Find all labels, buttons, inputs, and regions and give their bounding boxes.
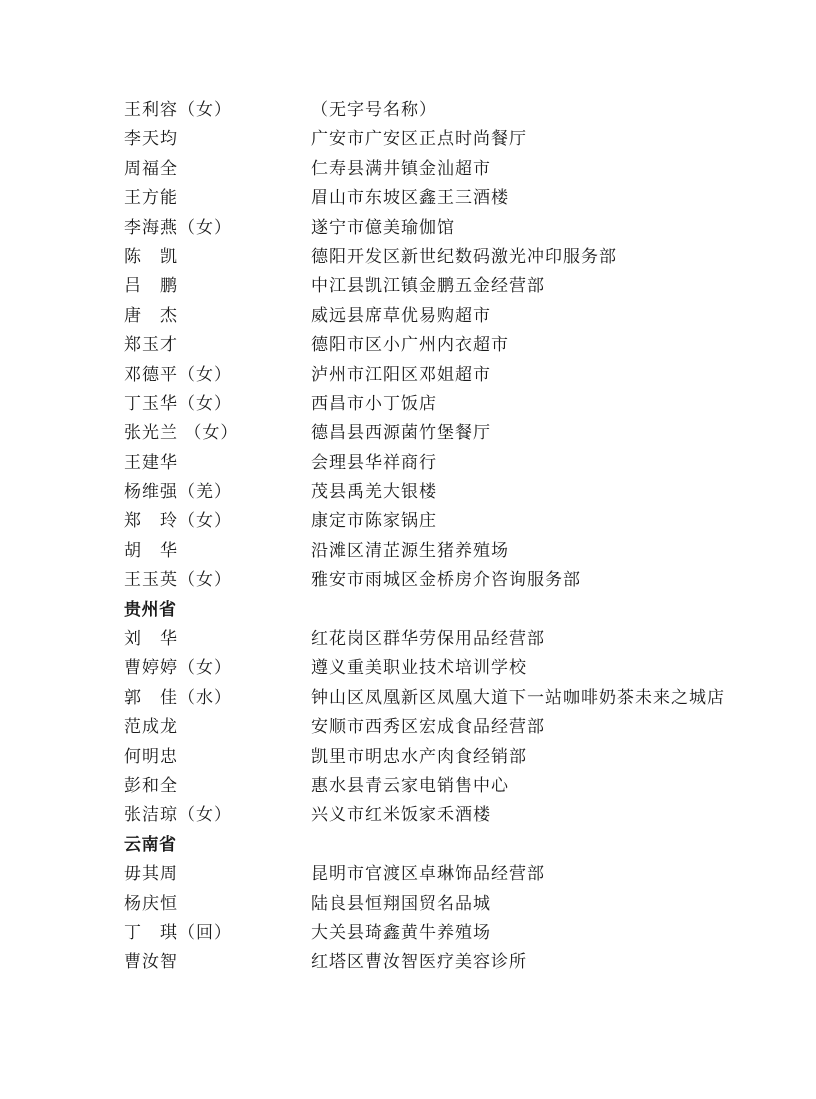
- person-name: 毋其周: [124, 864, 178, 885]
- list-item: [124, 155, 764, 184]
- person-name: 王方能: [124, 188, 178, 209]
- business-name: 广安市广安区正点时尚餐厅: [311, 129, 527, 150]
- business-name: 安顺市西秀区宏成食品经营部: [311, 717, 545, 738]
- person-name: 郭 佳（水）: [124, 687, 232, 708]
- list-item: [124, 96, 764, 125]
- business-name: 眉山市东坡区鑫王三酒楼: [311, 188, 509, 209]
- person-name: 何明忠: [124, 746, 178, 767]
- province-heading-text: 贵州省: [124, 599, 177, 620]
- person-name: 胡 华: [124, 540, 178, 561]
- business-name: 钟山区凤凰新区凤凰大道下一站咖啡奶茶未来之城店: [311, 687, 725, 708]
- person-name: 丁玉华（女）: [124, 393, 232, 414]
- business-name: 泸州市江阳区邓姐超市: [311, 364, 491, 385]
- business-name: 德昌县西源菌竹堡餐厅: [311, 423, 491, 444]
- list-item: [124, 948, 764, 977]
- business-name: 遵义重美职业技术培训学校: [311, 658, 527, 679]
- list-item: [124, 654, 764, 683]
- province-heading-text: 云南省: [124, 834, 177, 855]
- person-name: 陈 凯: [124, 246, 178, 267]
- person-name: 李天均: [124, 129, 178, 150]
- list-item: [124, 449, 764, 478]
- business-name: 陆良县恒翔国贸名品城: [311, 893, 491, 914]
- list-item: [124, 566, 764, 595]
- list-item: [124, 361, 764, 390]
- province-heading: [124, 596, 764, 625]
- person-name: 曹婷婷（女）: [124, 658, 232, 679]
- person-name: 彭和全: [124, 775, 178, 796]
- business-name: 沿滩区清芷源生猪养殖场: [311, 540, 509, 561]
- list-item: [124, 772, 764, 801]
- business-name: 大关县琦鑫黄牛养殖场: [311, 922, 491, 943]
- business-name: 仁寿县满井镇金汕超市: [311, 158, 491, 179]
- list-item: [124, 272, 764, 301]
- person-name: 王建华: [124, 452, 178, 473]
- list-item: [124, 125, 764, 154]
- business-name: 威远县席草优易购超市: [311, 305, 491, 326]
- person-name: 周福全: [124, 158, 178, 179]
- person-name: 丁 琪（回）: [124, 922, 232, 943]
- business-name: 雅安市雨城区金桥房介咨询服务部: [311, 570, 581, 591]
- list-item: [124, 214, 764, 243]
- list-item: [124, 184, 764, 213]
- person-name: 杨庆恒: [124, 893, 178, 914]
- person-name: 张洁琼（女）: [124, 805, 232, 826]
- business-name: 茂县禹羌大银楼: [311, 482, 437, 503]
- person-name: 王利容（女）: [124, 100, 232, 120]
- person-name: 王玉英（女）: [124, 570, 232, 591]
- person-name: 吕 鹏: [124, 276, 178, 297]
- list-item: [124, 713, 764, 742]
- list-item: [124, 919, 764, 948]
- list-item: [124, 390, 764, 419]
- list-item: [124, 243, 764, 272]
- list-item: [124, 801, 764, 830]
- business-name: 德阳开发区新世纪数码激光冲印服务部: [311, 246, 617, 267]
- list-item: [124, 537, 764, 566]
- business-name: 红塔区曹汝智医疗美容诊所: [311, 952, 527, 973]
- list-item: [124, 507, 764, 536]
- person-name: 曹汝智: [124, 952, 178, 973]
- person-name: 唐 杰: [124, 305, 178, 326]
- list-item: [124, 625, 764, 654]
- person-name: 郑 玲（女）: [124, 511, 232, 532]
- list-item: [124, 860, 764, 889]
- list-item: [124, 331, 764, 360]
- business-name: 昆明市官渡区卓琳饰品经营部: [311, 864, 545, 885]
- business-name: 德阳市区小广州内衣超市: [311, 335, 509, 356]
- person-name: 张光兰 （女）: [124, 423, 239, 444]
- list-item: [124, 743, 764, 772]
- person-name: 李海燕（女）: [124, 217, 232, 238]
- business-name: 兴义市红米饭家禾酒楼: [311, 805, 491, 826]
- business-name: 凯里市明忠水产肉食经销部: [311, 746, 527, 767]
- business-name: 中江县凯江镇金鹏五金经营部: [311, 276, 545, 297]
- business-name: 红花岗区群华劳保用品经营部: [311, 629, 545, 650]
- person-name: 郑玉才: [124, 335, 178, 356]
- business-name: 遂宁市億美瑜伽馆: [311, 217, 455, 238]
- list-item: [124, 684, 764, 713]
- business-name: （无字号名称）: [311, 100, 437, 120]
- person-name: 刘 华: [124, 629, 178, 650]
- list-item: [124, 890, 764, 919]
- business-name: 惠水县青云家电销售中心: [311, 775, 509, 796]
- business-name: 会理县华祥商行: [311, 452, 437, 473]
- person-name: 范成龙: [124, 717, 178, 738]
- person-name: 邓德平（女）: [124, 364, 232, 385]
- business-name: 西昌市小丁饭店: [311, 393, 437, 414]
- business-name: 康定市陈家锅庄: [311, 511, 437, 532]
- honoree-list: [124, 96, 764, 978]
- province-heading: [124, 831, 764, 860]
- list-item: [124, 478, 764, 507]
- list-item: [124, 419, 764, 448]
- person-name: 杨维强（羌）: [124, 482, 232, 503]
- list-item: [124, 302, 764, 331]
